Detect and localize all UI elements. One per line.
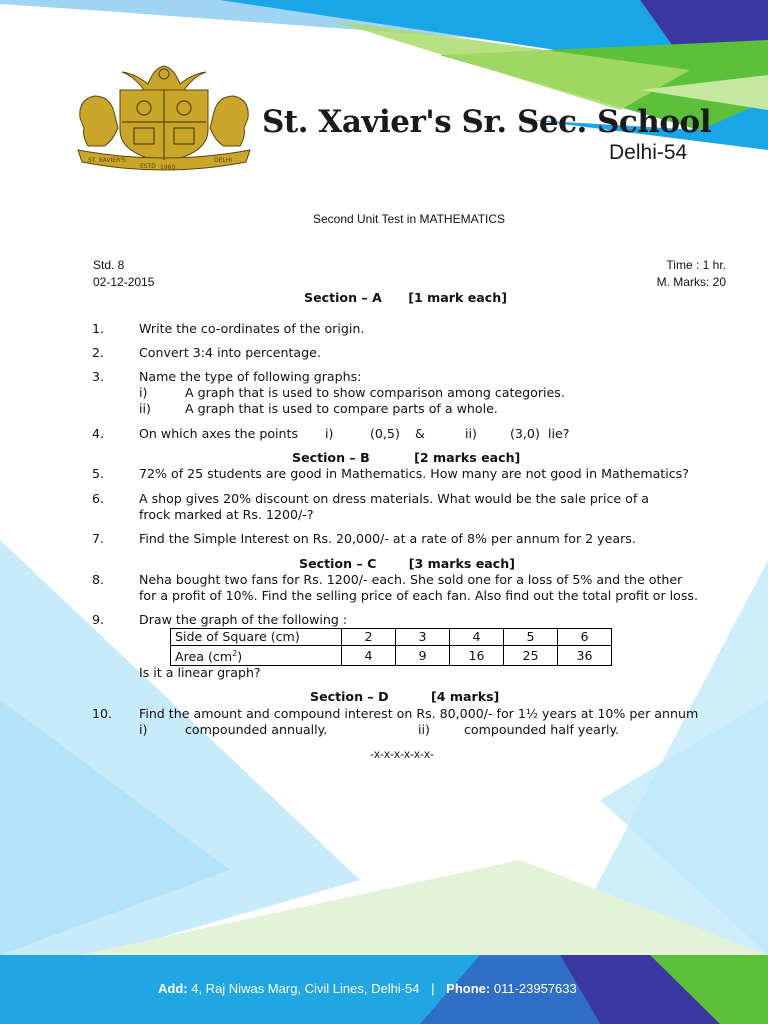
question-number: 3. [92, 369, 105, 384]
table-row-label [171, 646, 342, 666]
exam-date: 02-12-2015 [93, 275, 155, 289]
question-number: 2. [92, 345, 105, 360]
section-d-marks: [4 marks] [430, 689, 500, 704]
address-label: Add: [158, 981, 188, 996]
question-text: On which axes the points [139, 426, 299, 441]
table-cell: 16 [450, 646, 504, 666]
section-d-title: Section – D [310, 689, 389, 704]
phone-label: Phone: [446, 981, 491, 996]
table-cell: 2 [342, 629, 396, 646]
std-label: Std. 8 [93, 258, 125, 272]
question-text: Name the type of following graphs: [139, 369, 362, 384]
question-number: 6. [92, 491, 105, 506]
question-number: 9. [92, 612, 105, 627]
question-number: 1. [92, 321, 105, 336]
table-row [171, 629, 612, 646]
exam-title: Second Unit Test in MATHEMATICS [312, 212, 506, 226]
question-text-line-2: frock marked at Rs. 1200/-? [139, 507, 314, 522]
table-cell: 9 [396, 646, 450, 666]
sub-text: A graph that is used to compare parts of a whole. [185, 401, 498, 416]
sub-text: A graph that is used to show comparison among categories. [185, 385, 565, 400]
footer-separator: | [431, 981, 435, 996]
question-text: Convert 3:4 into percentage. [139, 345, 321, 360]
sub-text: compounded half yearly. [464, 722, 620, 737]
time-label: Time : 1 hr. [666, 258, 726, 272]
crest-text-name: ST. XAVIER'S [88, 157, 126, 164]
question-tail: lie? [548, 426, 570, 441]
question-number: 10. [92, 706, 113, 721]
section-a-marks: [1 mark each] [408, 290, 507, 305]
question-text: Find the amount and compound interest on Rs. 80,000/- for 1½ years at 10% per annum [139, 706, 699, 721]
question-text: 72% of 25 students are good in Mathematics. How many are not good in Mathematics? [139, 466, 689, 481]
point-2: (3,0) [510, 426, 540, 441]
section-c-marks: [3 marks each] [408, 556, 515, 571]
footer-contact [158, 981, 577, 996]
marks-label: M. Marks: 20 [656, 275, 726, 289]
sub-label: ii) [465, 426, 477, 441]
crest-text-city: DELHI [214, 157, 233, 164]
section-c-heading [299, 556, 515, 571]
question-text-line-1: A shop gives 20% discount on dress materials. What would be the sale price of a [139, 491, 650, 506]
table-cell: 4 [450, 629, 504, 646]
question-number: 7. [92, 531, 105, 546]
table-cell: 3 [396, 629, 450, 646]
square-area-table [170, 628, 612, 666]
question-text-line-2: for a profit of 10%. Find the selling price of each fan. Also find out the total profit or loss. [139, 588, 699, 603]
table-row [171, 646, 612, 666]
table-cell: 36 [558, 646, 612, 666]
sub-label: ii) [139, 401, 151, 416]
question-number: 8. [92, 572, 105, 587]
school-name: St. Xavier's Sr. Sec. School [262, 104, 711, 140]
sub-label: i) [139, 385, 148, 400]
question-text: Find the Simple Interest on Rs. 20,000/- at a rate of 8% per annum for 2 years. [139, 531, 636, 546]
table-cell: 6 [558, 629, 612, 646]
crest-text-year: 1960 [160, 164, 176, 171]
school-crest-logo [74, 62, 254, 174]
section-b-marks: [2 marks each] [414, 450, 521, 465]
section-b-heading [292, 450, 520, 465]
sub-label: i) [325, 426, 334, 441]
section-a-heading [304, 290, 507, 305]
question-followup: Is it a linear graph? [139, 665, 261, 680]
point-1: (0,5) [370, 426, 400, 441]
sub-label: i) [139, 722, 148, 737]
section-b-title: Section – B [292, 450, 370, 465]
table-cell: 4 [342, 646, 396, 666]
section-a-title: Section – A [304, 290, 382, 305]
address-text: 4, Raj Niwas Marg, Civil Lines, Delhi-54 [187, 981, 420, 996]
question-number: 4. [92, 426, 105, 441]
question-text: Draw the graph of the following : [139, 612, 348, 627]
area-superscript: 2 [232, 649, 238, 658]
question-text-line-1: Neha bought two fans for Rs. 1200/- each. She sold one for a loss of 5% and the other [139, 572, 683, 587]
area-label: Area (cm [175, 649, 233, 665]
sub-label: ii) [418, 722, 430, 737]
sub-text: compounded annually. [185, 722, 328, 737]
table-row-label: Side of Square (cm) [171, 629, 342, 646]
end-mark: -x-x-x-x-x-x- [370, 747, 434, 761]
crest-text-estd: ESTD [140, 163, 156, 170]
school-city: Delhi-54 [609, 141, 688, 164]
table-cell: 5 [504, 629, 558, 646]
table-cell: 25 [504, 646, 558, 666]
question-number: 5. [92, 466, 105, 481]
section-c-title: Section – C [299, 556, 377, 571]
area-label-close: ) [237, 649, 243, 665]
question-text: Write the co-ordinates of the origin. [139, 321, 365, 336]
ampersand: & [415, 426, 425, 441]
section-d-heading [310, 689, 499, 704]
phone-text: 011-23957633 [490, 981, 577, 996]
